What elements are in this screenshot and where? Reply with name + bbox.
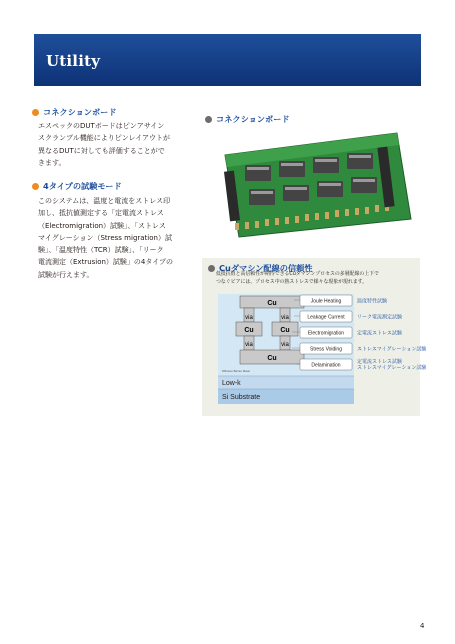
cu-mid-left-label: Cu: [244, 327, 254, 334]
grey-bullet-icon: [208, 265, 215, 272]
phenomenon-label: Joule Heating: [310, 298, 342, 305]
barrier-metal-label: Diffusion Barrier Metal: [222, 369, 250, 373]
text-line: 験」、「温度特性（TCR）試験」、「リーク: [38, 246, 164, 255]
cu-bottom-label: Cu: [267, 355, 277, 362]
text-line: 異なるDUTに対しても評価することがで: [38, 146, 165, 155]
via-right-label: via: [281, 315, 289, 321]
phenomenon-label: Stress Voiding: [310, 346, 342, 353]
section-connection-board-heading: [32, 107, 117, 118]
orange-bullet-icon: [32, 183, 39, 190]
text-line: スクランブル機能によりピンレイアウトが: [38, 134, 170, 143]
orange-bullet-icon: [32, 109, 39, 116]
cu-description: [216, 271, 420, 286]
test-modes-text: [38, 195, 200, 281]
header-banner: [34, 34, 421, 86]
text-line: エスペックのDUTボードはピンアサイン: [38, 122, 165, 130]
section-test-modes-heading: [32, 181, 122, 192]
page-number: 4: [420, 622, 425, 630]
substrate-label: Si Substrate: [222, 394, 261, 401]
cu-top-label: Cu: [267, 300, 277, 307]
text-line: このシステムは、温度と電流をストレス印: [38, 197, 171, 205]
test-label: 温度特性試験: [357, 298, 388, 305]
phenomenon-label: Leakage Current: [307, 314, 345, 321]
test-label: 定電流ストレス試験: [357, 359, 402, 365]
board-title: コネクションボード: [216, 114, 290, 124]
text-line: （Electromigration）試験」、「ストレス: [38, 221, 166, 230]
text-line: きます。: [38, 158, 66, 167]
phenomenon-label: Delamination: [311, 362, 341, 369]
page-title: Utility: [46, 52, 101, 70]
via-left-label: via: [245, 315, 253, 321]
text-line: 試験が行えます。: [38, 270, 94, 279]
text-line: 加し、抵抗値測定する「定電流ストレス: [38, 209, 164, 218]
text-line: マイグレーション（Stress migration）試: [38, 233, 172, 242]
text-line: 電流測定（Extrusion）試験」の4タイプの: [38, 258, 174, 267]
cu-title: Cuダマシン配線の信頼性: [219, 263, 313, 273]
test-label: ストレスマイグレーション試験: [357, 346, 427, 353]
test-label: リーク電流測定試験: [357, 314, 403, 321]
phenomenon-label: Electromigration: [307, 330, 345, 337]
grey-bullet-icon: [205, 116, 212, 123]
cu-damascene-diagram: [218, 294, 427, 406]
test-label: ストレスマイグレーション試験: [357, 365, 427, 371]
via-right2-label: via: [281, 342, 289, 348]
section-title: 4タイプの試験モード: [43, 181, 122, 191]
cu-mid-right-label: Cu: [280, 327, 290, 334]
text-line: 低抵抗值と高信頼性が期待できるCuダマシンプロセスの多層配線の上下で: [216, 271, 379, 277]
lowk-label: Low-k: [222, 380, 241, 387]
text-line: つなぐビアには、プロセス中の熱ストレスで様々な現象が現れます。: [216, 278, 368, 285]
connection-board-photo: [205, 127, 417, 237]
board-photo-heading: [205, 114, 290, 125]
section-title: コネクションボード: [43, 107, 117, 117]
connection-board-text: [38, 120, 198, 169]
test-label: 定電流ストレス試験: [357, 330, 402, 337]
via-left2-label: via: [245, 342, 253, 348]
